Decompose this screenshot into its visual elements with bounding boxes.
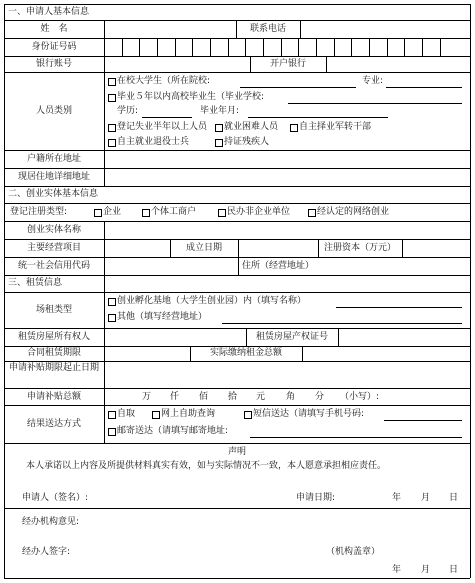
checkbox-sms[interactable]: [244, 411, 252, 419]
agency-seal-label: （机构盖章）: [326, 547, 381, 557]
option-student: 在校大学生（所在院校:: [117, 76, 211, 86]
agency-opinion-label: 经办机构意见:: [22, 517, 80, 527]
rent-total-field[interactable]: [303, 347, 469, 360]
option-other-site: 其他（填写经营地址）: [117, 312, 208, 322]
option-migrant-cadre: 自主择业军转干部: [299, 122, 372, 132]
owner-label: 租赁房屋所有权人: [17, 332, 90, 342]
checkbox-self-pickup[interactable]: [108, 411, 116, 419]
option-online-query: 网上自助查询: [161, 409, 216, 419]
site-type-label: 场租类型: [35, 305, 72, 315]
checkbox-hard-employment[interactable]: [215, 124, 223, 132]
applicant-signature-field[interactable]: [96, 490, 286, 505]
hukou-field[interactable]: [105, 151, 469, 167]
checkbox-migrant-cadre[interactable]: [290, 124, 298, 132]
agency-opinion-field[interactable]: [96, 512, 466, 542]
apply-date-label: 申请日期:: [296, 493, 336, 503]
option-hard-employment: 就业困难人员: [224, 122, 279, 132]
residence-field[interactable]: [330, 258, 469, 274]
handler-signature-field[interactable]: [90, 544, 310, 559]
option-company: 企业: [103, 207, 122, 217]
lowercase-amount-field[interactable]: [388, 389, 468, 404]
unit-shi: 拾: [228, 392, 238, 402]
category-label: 人员类别: [35, 106, 72, 116]
checkbox-unemployed[interactable]: [108, 124, 116, 132]
agency-date-month: 月: [421, 565, 431, 575]
checkbox-company[interactable]: [94, 209, 102, 217]
est-date-label: 成立日期: [185, 243, 222, 253]
agency-date-day: 日: [449, 565, 459, 575]
entity-name-field[interactable]: [105, 222, 469, 238]
reg-type-label: 登记注册类型:: [10, 207, 68, 217]
checkbox-online-query[interactable]: [152, 411, 160, 419]
declaration-text: 本人承诺以上内容及所提供材料真实有效，如与实际情况不一致，本人愿意承担相应责任。: [26, 461, 387, 471]
entity-name-label: 创业实体名称: [26, 225, 81, 235]
term-label: 合同租赁期限: [26, 348, 81, 358]
lowercase-amount-label: （小写）:: [340, 392, 380, 402]
apply-date-month: 月: [421, 493, 431, 503]
option-unemployed: 登记失业半年以上人员: [117, 122, 208, 132]
option-sms: 短信送达（请填写手机号码:: [253, 409, 365, 419]
unit-qian: 仟: [170, 392, 180, 402]
checkbox-disabled[interactable]: [215, 139, 223, 147]
phone-field[interactable]: [301, 21, 469, 37]
option-veteran: 自主就业退役士兵: [117, 137, 190, 147]
bank-account-field[interactable]: [105, 57, 249, 71]
section-title-lease: 三、租赁信息: [8, 278, 63, 288]
option-graduate: 毕业５年以内高校毕业生（毕业学校:: [117, 92, 265, 102]
grad-date-label: 毕业年月:: [200, 106, 240, 116]
checkbox-individual[interactable]: [142, 209, 150, 217]
id-number-label: 身份证号码: [31, 42, 77, 52]
id-number-field[interactable]: [105, 39, 469, 55]
period-field[interactable]: [105, 362, 469, 387]
credit-code-label: 统一社会信用代码: [17, 261, 90, 271]
checkbox-graduate[interactable]: [108, 94, 116, 102]
degree-label: 学历:: [117, 106, 139, 116]
option-nonprofit: 民办非企业单位: [227, 207, 291, 217]
checkbox-student[interactable]: [108, 78, 116, 86]
unit-jiao: 角: [286, 392, 296, 402]
checkbox-nonprofit[interactable]: [218, 209, 226, 217]
main-business-label: 主要经营项目: [26, 243, 81, 253]
checkbox-incubator[interactable]: [108, 298, 116, 306]
checkbox-mail[interactable]: [108, 428, 116, 436]
owner-field[interactable]: [105, 329, 245, 345]
cert-label: 租赁房屋产权证号: [255, 332, 328, 342]
option-network: 经认定的网络创业: [317, 207, 390, 217]
residence-label: 住所（经营地址）: [242, 261, 315, 271]
address-field[interactable]: [105, 169, 469, 185]
checkbox-veteran[interactable]: [108, 139, 116, 147]
cert-field[interactable]: [339, 329, 469, 345]
unit-wan: 万: [142, 392, 152, 402]
address-label: 现居住地详细地址: [17, 172, 90, 182]
option-mail: 邮寄送达（请填写邮寄地址:: [117, 426, 229, 436]
option-individual: 个体工商户: [151, 207, 197, 217]
rent-total-label: 实际缴纳租金总额: [209, 348, 282, 358]
bank-name-label: 开户银行: [269, 59, 306, 69]
credit-code-field[interactable]: [105, 258, 237, 274]
option-self-pickup: 自取: [117, 409, 136, 419]
period-label: 申请补贴期限起止日期: [8, 363, 99, 373]
section-title-applicant: 一、申请人基本信息: [8, 7, 90, 17]
name-field[interactable]: [105, 21, 235, 37]
handler-signature-label: 经办人签字:: [22, 547, 71, 557]
bank-name-field[interactable]: [327, 57, 469, 71]
apply-date-day: 日: [449, 493, 459, 503]
section-title-entity: 二、创业实体基本信息: [8, 189, 99, 199]
main-business-field[interactable]: [105, 240, 169, 256]
applicant-signature-label: 申请人（签名）:: [22, 493, 89, 503]
unit-bai: 佰: [199, 392, 209, 402]
option-incubator: 创业孵化基地（大学生创业园）内（填写名称）: [117, 296, 307, 306]
term-field[interactable]: [105, 347, 189, 360]
phone-label: 联系电话: [249, 24, 286, 34]
apply-date-year: 年: [392, 493, 402, 503]
delivery-label: 结果送达方式: [26, 419, 81, 429]
hukou-label: 户籍所在地址: [26, 154, 81, 164]
bank-account-label: 银行账号: [35, 59, 72, 69]
capital-label: 注册资本（万元）: [323, 243, 396, 253]
agency-date-year: 年: [392, 565, 402, 575]
unit-fen: 分: [315, 392, 325, 402]
unit-yuan: 元: [256, 392, 266, 402]
option-disabled: 持证残疾人: [224, 137, 270, 147]
checkbox-other-site[interactable]: [108, 314, 116, 322]
capital-field[interactable]: [403, 240, 469, 256]
name-label: 姓 名: [40, 24, 68, 34]
est-date-field[interactable]: [239, 240, 317, 256]
checkbox-network[interactable]: [308, 209, 316, 217]
major-label: 专业:: [362, 76, 384, 86]
declaration-title: 声明: [227, 447, 246, 457]
subsidy-total-label: 申请补贴总额: [26, 392, 81, 402]
